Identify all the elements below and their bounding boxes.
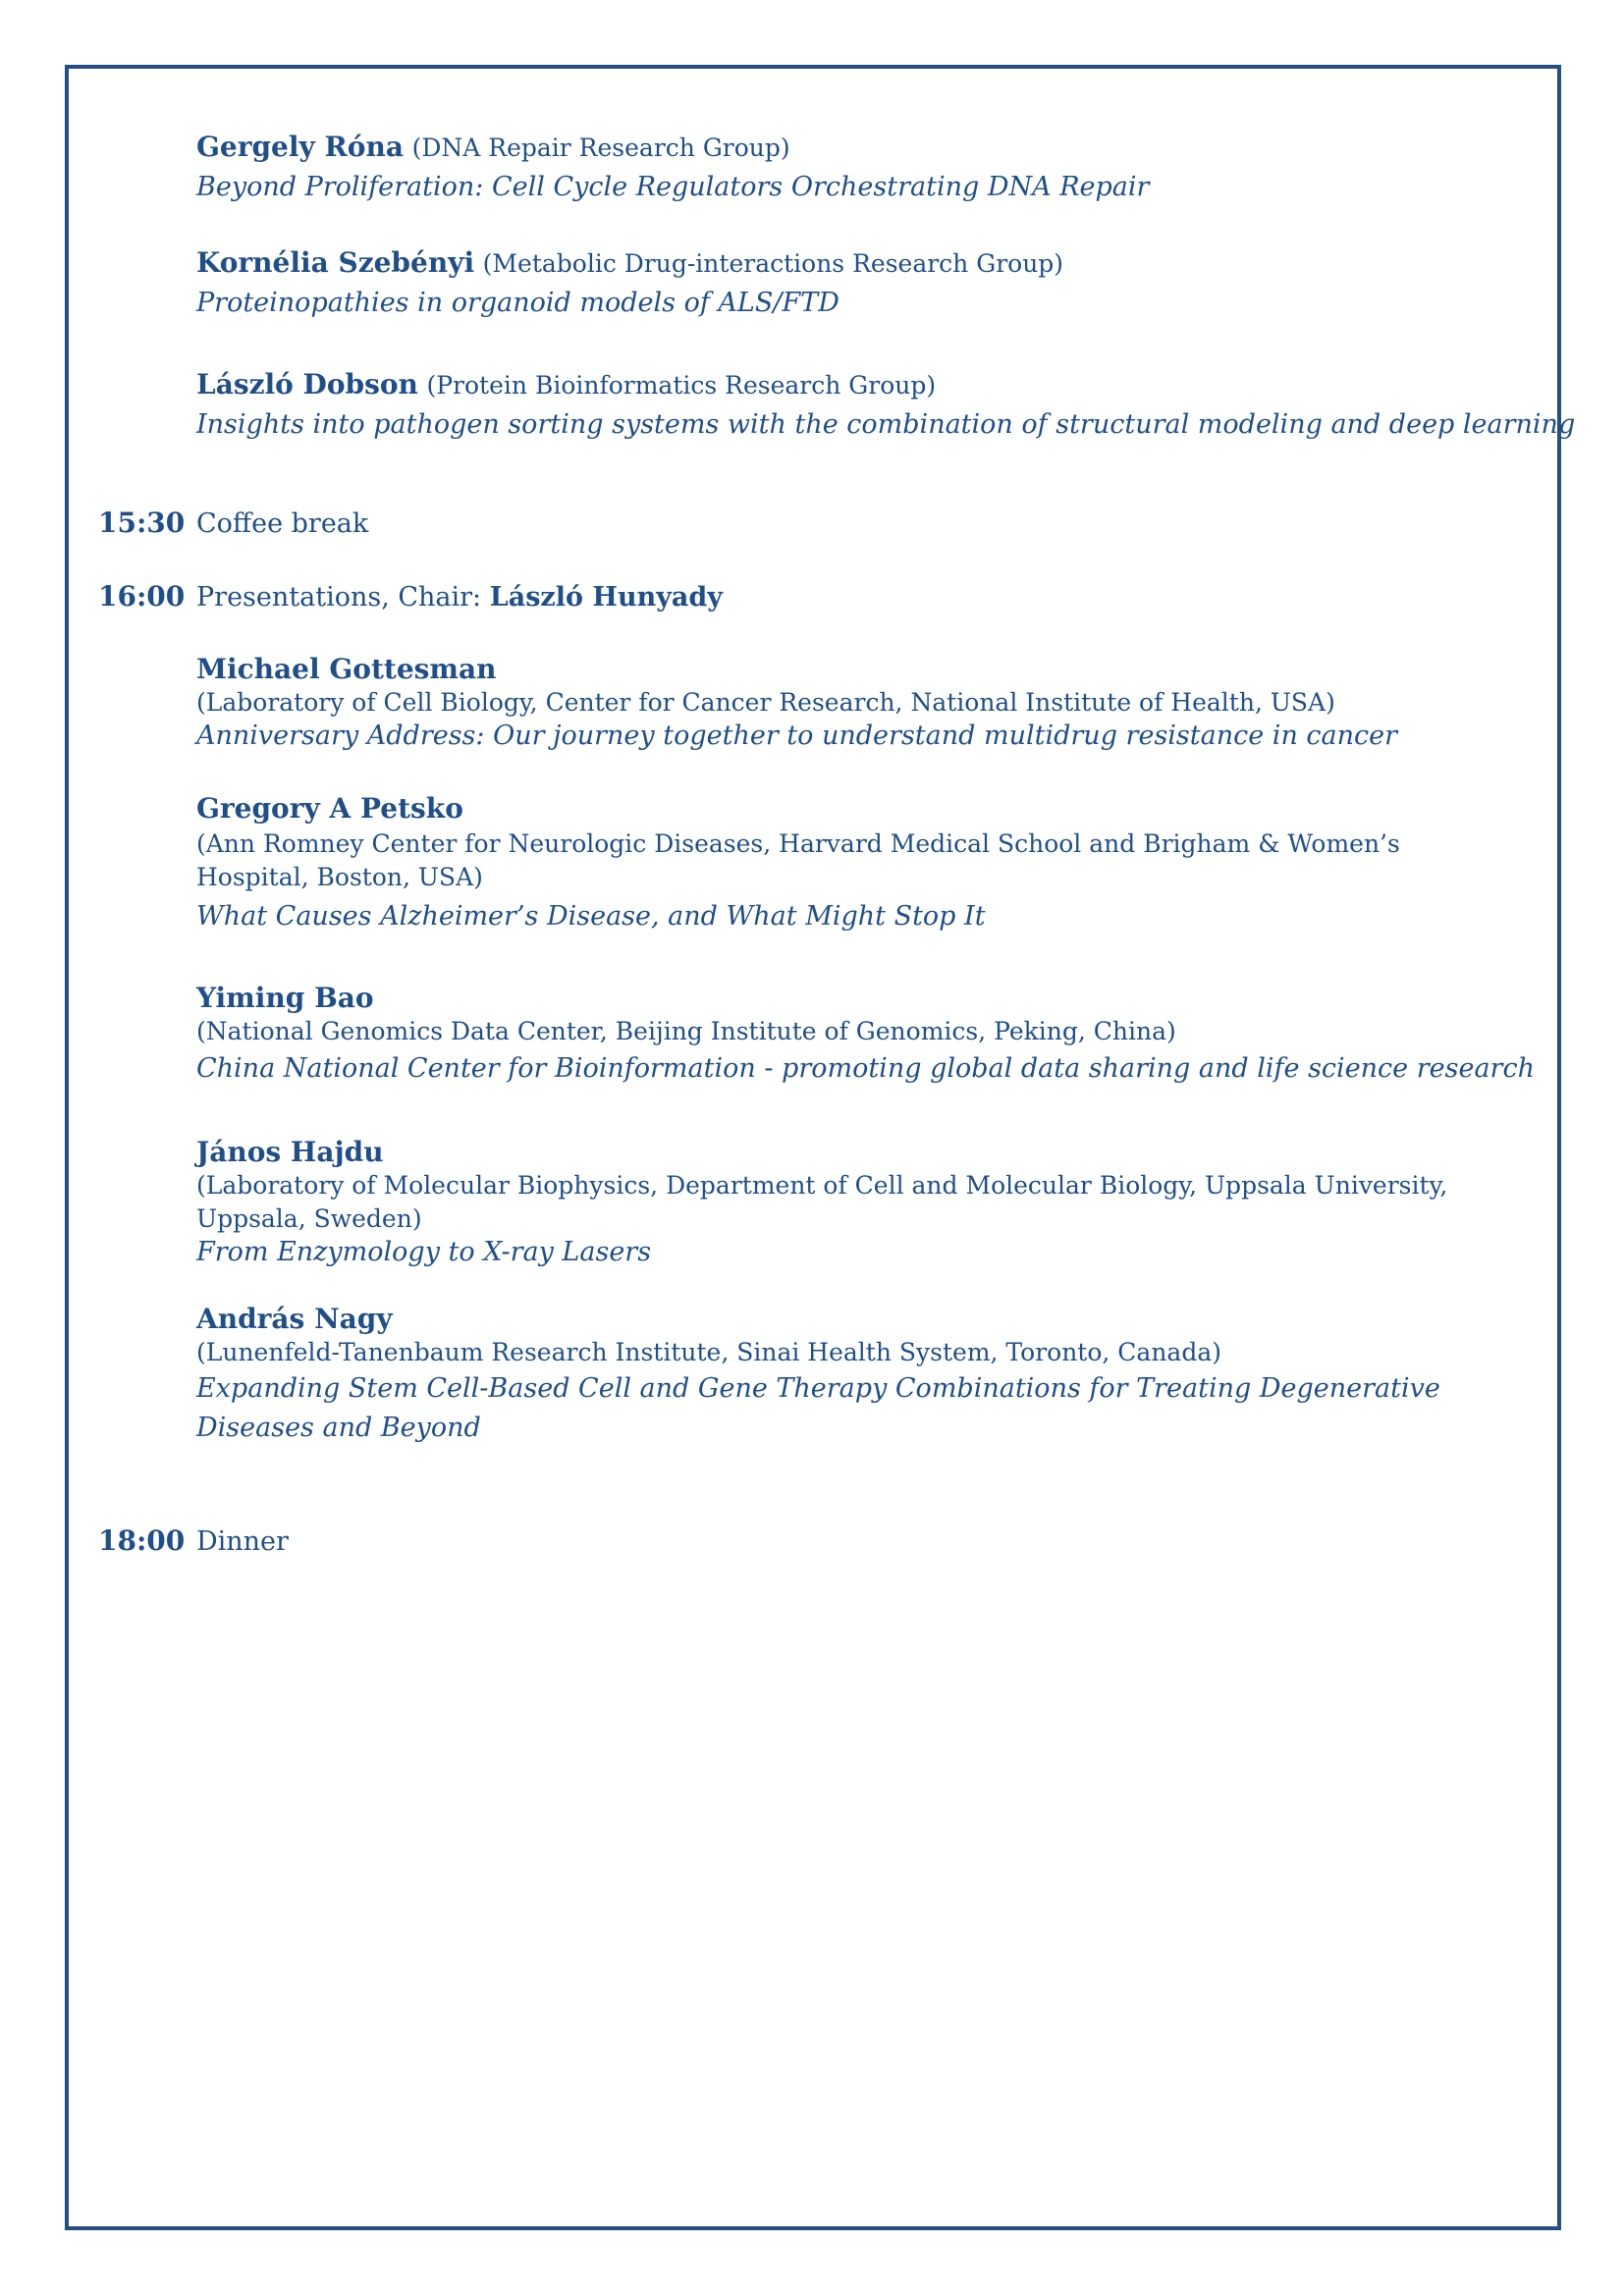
talk-title: Anniversary Address: Our journey together to understand multidrug resistance in cancer [196, 721, 1398, 751]
speaker-affiliation: (Lunenfeld-Tanenbaum Research Institute, Sinai Health System, Toronto, Canada) [196, 1338, 1221, 1366]
speaker-affiliation: (Protein Bioinformatics Research Group) [426, 371, 937, 400]
event-label: Coffee break [196, 508, 369, 539]
talk-bao [196, 982, 1535, 1086]
speaker-affiliation: (National Genomics Data Center, Beijing Institute of Genomics, Peking, China) [196, 1017, 1176, 1045]
speaker-affiliation: (DNA Repair Research Group) [411, 133, 790, 162]
talk-szebenyi [196, 246, 1512, 320]
speaker-affiliation: (Laboratory of Molecular Biophysics, Department of Cell and Molecular Biology, Uppsala University, Uppsala, Sweden) [196, 1171, 1448, 1233]
chair-name: László Hunyady [489, 582, 723, 613]
speaker-affiliation: (Laboratory of Cell Biology, Center for Cancer Research, National Institute of Health, USA) [196, 688, 1335, 717]
talk-nagy [196, 1303, 1512, 1448]
event-label: Dinner [196, 1526, 289, 1557]
speaker-name: Gregory A Petsko [196, 792, 463, 825]
talk-title: Proteinopathies in organoid models of ALS/FTD [196, 288, 839, 318]
talk-title: What Causes Alzheimer’s Disease, and What Might Stop It [196, 901, 986, 932]
speaker-name: Michael Gottesman [196, 653, 497, 685]
talk-petsko [196, 792, 1512, 934]
time-label: 16:00 [98, 580, 186, 613]
speaker-name: András Nagy [196, 1303, 393, 1335]
time-label: 18:00 [98, 1524, 186, 1557]
speaker-affiliation: (Metabolic Drug-interactions Research Group) [482, 249, 1064, 278]
talk-title: Insights into pathogen sorting systems with the combination of structural modeling and deep learning [196, 409, 1576, 440]
talk-title: Beyond Proliferation: Cell Cycle Regulators Orchestrating DNA Repair [196, 172, 1150, 202]
schedule-row-presentations [98, 580, 1512, 614]
talk-title: China National Center for Bioinformation - promoting global data sharing and life science research [196, 1053, 1535, 1084]
talk-gottesman [196, 653, 1512, 753]
speaker-name: János Hajdu [196, 1136, 384, 1168]
speaker-name: László Dobson [196, 368, 418, 400]
time-label: 15:30 [98, 507, 186, 539]
talk-title: From Enzymology to X-ray Lasers [196, 1237, 652, 1267]
talk-title: Expanding Stem Cell-Based Cell and Gene Therapy Combinations for Treating Degenerative Diseases and Beyond [196, 1373, 1440, 1443]
speaker-name: Gergely Róna [196, 131, 404, 163]
talk-dobson [196, 368, 1576, 442]
schedule-row-coffee [98, 507, 1512, 541]
speaker-name: Kornélia Szebényi [196, 246, 475, 279]
speaker-affiliation: (Ann Romney Center for Neurologic Diseases, Harvard Medical School and Brigham & Women’s Hospital, Boston, USA) [196, 829, 1400, 891]
schedule-row-dinner [98, 1524, 1512, 1559]
talk-hajdu [196, 1136, 1512, 1269]
speaker-name: Yiming Bao [196, 982, 374, 1014]
event-label: Presentations, Chair: [196, 582, 490, 613]
talk-rona [196, 131, 1512, 204]
